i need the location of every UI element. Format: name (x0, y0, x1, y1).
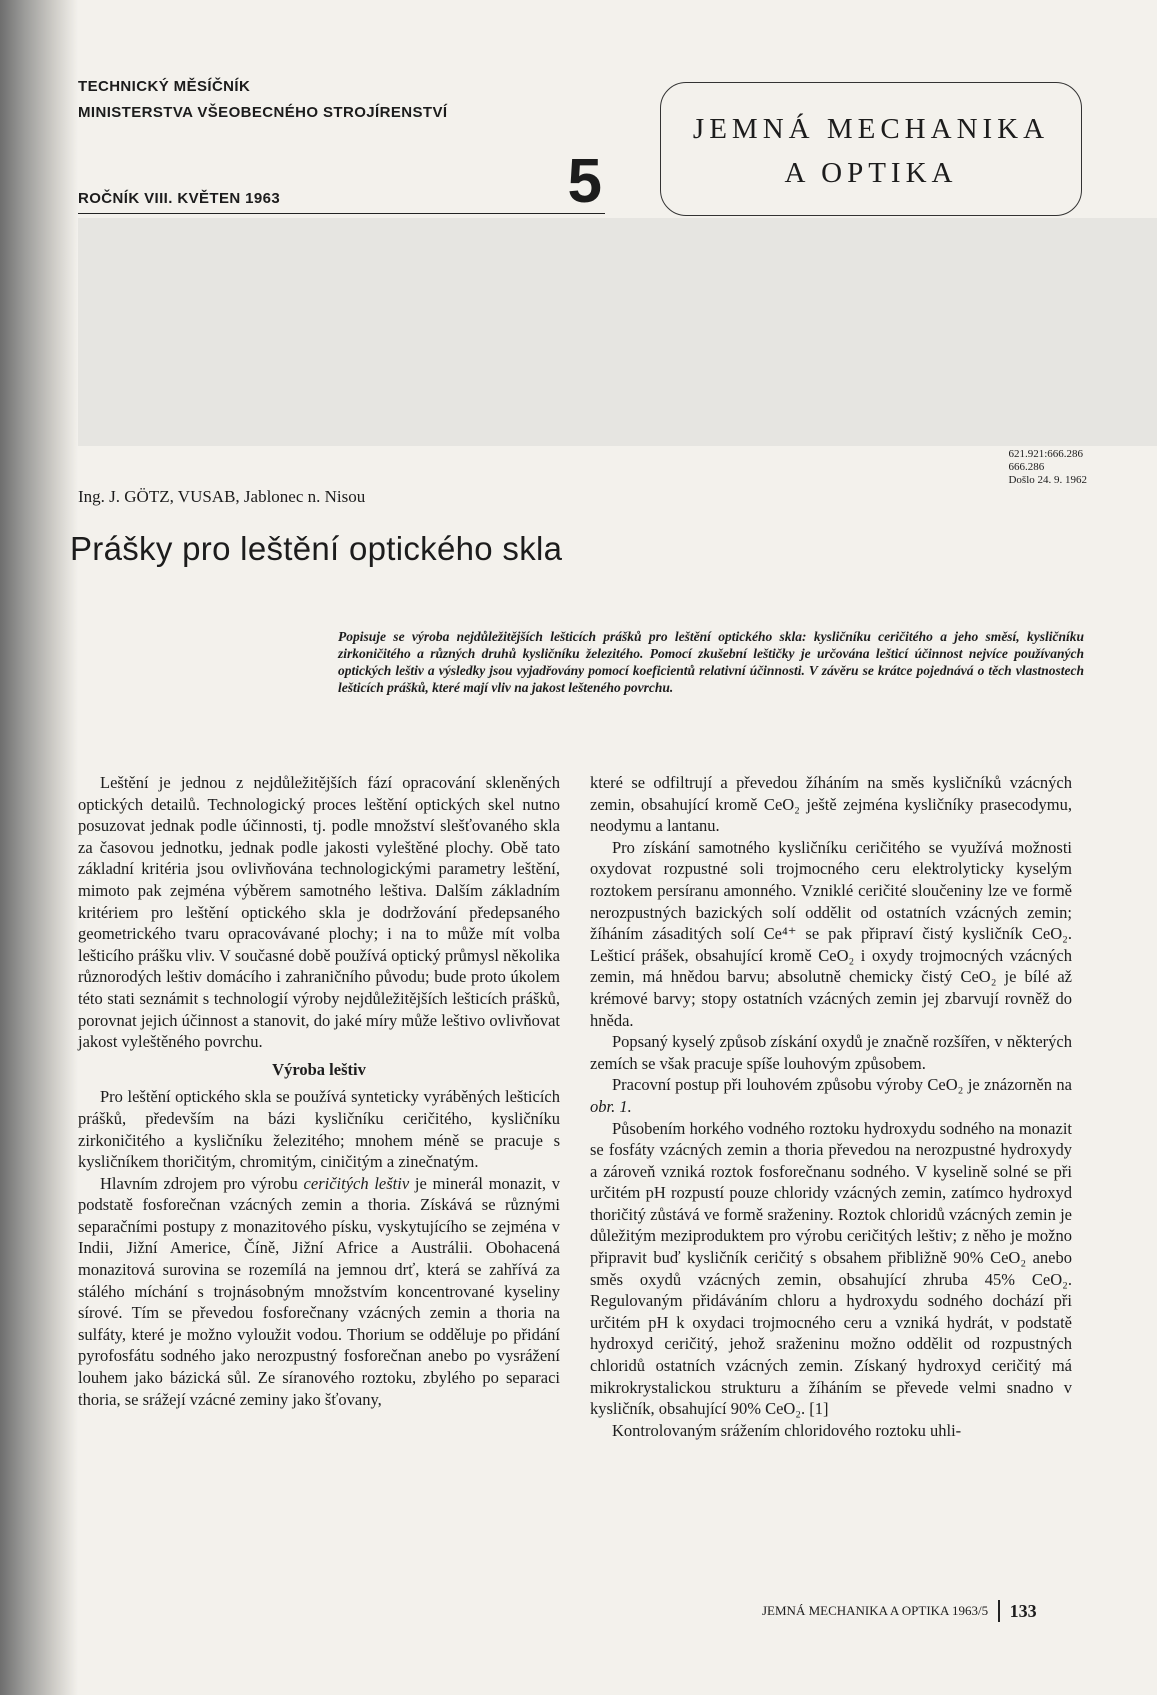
udc-block (1008, 448, 1087, 487)
masthead-publisher-line2: MINISTERSTVA VŠEOBECNÉHO STROJÍRENSTVÍ (78, 104, 448, 121)
right-paragraph-5: Působením horkého vodného roztoku hydroxydu sodného na monazit se fosfáty vzácných zemin a thoria převedou na nerozpustné hydroxydy a zároveň vzniká roztok fosforečnanu sodného. V kyselině solné se při určitém pH rozpustí pouze chloridy vzácných zemin, zatímco hydroxyd thoričitý zůstává ve formě sraženiny. Roztok chloridů vzácných zemin je důležitým meziproduktem pro výrobu ceričitých leštiv; z něho je možno připravit buď kysličník ceričitý s obsahem přibližně 90% CeO₂ anebo směs oxydů vzácných zemin, obsahující zhruba 45% CeO₂. Regulovaným přidáváním chloru a hydroxydu sodného dochází při určitém pH k oxydaci trojmocného ceru a vzniká hydrát, v podstatě hydroxyd ceričitý, jehož sraženinu možno oddělit od rozpustných chloridů ostatních vzácných zemin. Získaný hydroxyd ceričitý má mikrokrystalickou strukturu a žíháním se převede velmi snadno v kysličník, obsahující 90% CeO₂. [1] (590, 1118, 1072, 1419)
article-abstract: Popisuje se výroba nejdůležitějších lešticích prášků pro leštění optického skla: kysličníku ceričitého a jeho směsí, kysličníku zirkoničitého a různých druhů kysličníku železitého. Pomocí zkušební leštičky je určována lešticí účinnost nejvíce používaných optických leštiv a výsledky jsou vyjadřovány pomocí koeficientů relativní účinnosti. V závěru se krátce pojednává o těch vlastnostech lešticích prášků, které mají vliv na jakost lešteného povrchu. (338, 629, 1084, 695)
left-paragraph-3-start: Hlavním zdrojem pro výrobu (100, 1173, 304, 1193)
left-paragraph-3 (78, 1173, 560, 1411)
masthead (78, 74, 608, 216)
page-number: 133 (1009, 1600, 1037, 1621)
left-paragraph-1: Leštění je jednou z nejdůležitějších fází opracování skleněných optických detailů. Technologický proces leštění optických skel nutno posuzovat jednak podle účinnosti, tj. podle množství slešťovaného skla za časovou jednotku, jednak podle jakosti vyleštěné plochy. Obě tato základní kritéria jsou ovlivňována technologickými parametry leštění, mimoto pak zejména výběrem samotného leštiva. Dalším základním kritériem pro leštění optického skla je dodržování předepsaného geometrického tvaru opracovávané plochy; i na to může mít volba lešticího prášku vliv. V současné době používá optický průmysl několika různorodých leštiv domácího i zahraničního původu; bude proto úkolem této stati seznámit s technologií výroby nejdůležitějších lešticích prášků, porovnat jejich účinnost a stanovit, do jaké míry může leštivo ovlivňovat jakost vyleštěného povrchu. (78, 773, 560, 1052)
issue-number: 5 (567, 147, 602, 216)
page-footer (762, 1600, 1037, 1622)
journal-title-line2: A OPTIKA (784, 157, 958, 189)
left-paragraph-2: Pro leštění optického skla se používá synteticky vyráběných lešticích prášků, především na bázi kysličníku ceričitého, kysličníku zirkoničitého a kysličníku železitého; mnohem méně se pracuje s kysličníkem thoričitým, chromitým, ciničitým a zinečnatým. (78, 1087, 560, 1172)
udc-code-1: 621.921:666.286 (1008, 448, 1084, 460)
section-heading: Výroba leštiv (272, 1059, 366, 1079)
right-paragraph-6: Kontrolovaným srážením chloridového roztoku uhli- (612, 1420, 962, 1440)
left-paragraph-3-emphasis: ceričitých leštiv (303, 1173, 410, 1193)
masthead-rule (78, 213, 605, 214)
right-paragraph-1: které se odfiltrují a převedou žíháním na směs kysličníků vzácných zemin, obsahující kromě CeO₂ ještě zejména kysličníky prasecodymu, neodymu a lantanu. (590, 773, 1072, 836)
left-column (78, 772, 560, 1410)
received-date: Došlo 24. 9. 1962 (1008, 474, 1087, 486)
right-paragraph-4-start: Pracovní postup při louhovém způsobu výroby CeO₂ je znázorněn na (612, 1075, 1072, 1095)
udc-code-2: 666.286 (1008, 461, 1045, 473)
journal-title-line1: JEMNÁ MECHANIKA (692, 113, 1050, 145)
masthead-volume-date: ROČNÍK VIII. KVĚTEN 1963 (78, 190, 281, 207)
footer-divider (998, 1600, 1000, 1622)
left-paragraph-3-rest: je minerál monazit, v podstatě fosforečnan vzácných zemin a thoria. Získává se různými separačními postupy z monazitového písku, vyskytujícího se zejména v Indii, Jižní Americe, Číně, Jižní Africe a Austrálii. Obohacená monazitová surovina se rozemílá na jemnou drť, která se zahřívá za stálého míchání s trojnásobným množstvím koncentrované kyseliny sírové. Tím se převedou fosforečnany vzácných zemin a thoria na sulfáty, které je možno vyloužit vodou. Thorium se odděluje po přidání pyrofosfátu sodného jako nerozpustný fosforečnan anebo po vysrážení louhem jako bázická sůl. Ze síranového roztoku, zbylého po separaci thoria, se srážejí vzácné zeminy jako šťovany, (78, 1173, 560, 1409)
figure-reference: obr. 1. (590, 1096, 632, 1116)
right-paragraph-4 (590, 1074, 1072, 1117)
journal-title-box (660, 82, 1082, 216)
right-column (590, 772, 1072, 1441)
masthead-publisher-line1: TECHNICKÝ MĚSÍČNÍK (78, 78, 251, 95)
book-spine-shadow (0, 0, 78, 1695)
right-paragraph-2: Pro získání samotného kysličníku ceričitého se využívá možnosti oxydovat rozpustné soli trojmocného ceru elektrolyticky kyselým roztokem persíranu amonného. Vzniklé ceričité sloučeniny lze ve formě nerozpustných bazických solí oddělit od ostatních vzácných zemin; žíháním zásaditých solí Ce⁴⁺ se pak připraví čistý kysličník CeO₂. Lešticí prášek, obsahující kromě CeO₂ i oxydy trojmocných vzácných zemin, má hnědou barvu; absolutně chemicky čistý CeO₂ je bílé až krémové barvy; stopy ostatních vzácných zemin jej zbarvují rovněž do hněda. (590, 837, 1072, 1030)
gray-band (78, 218, 1157, 446)
footer-journal: JEMNÁ MECHANIKA A OPTIKA 1963/5 (762, 1603, 989, 1618)
article-author: Ing. J. GÖTZ, VUSAB, Jablonec n. Nisou (78, 487, 366, 506)
right-paragraph-3: Popsaný kyselý způsob získání oxydů je značně rozšířen, v některých zemích se však pracuje spíše louhovým způsobem. (590, 1032, 1072, 1073)
article-title: Prášky pro leštění optického skla (70, 530, 563, 567)
